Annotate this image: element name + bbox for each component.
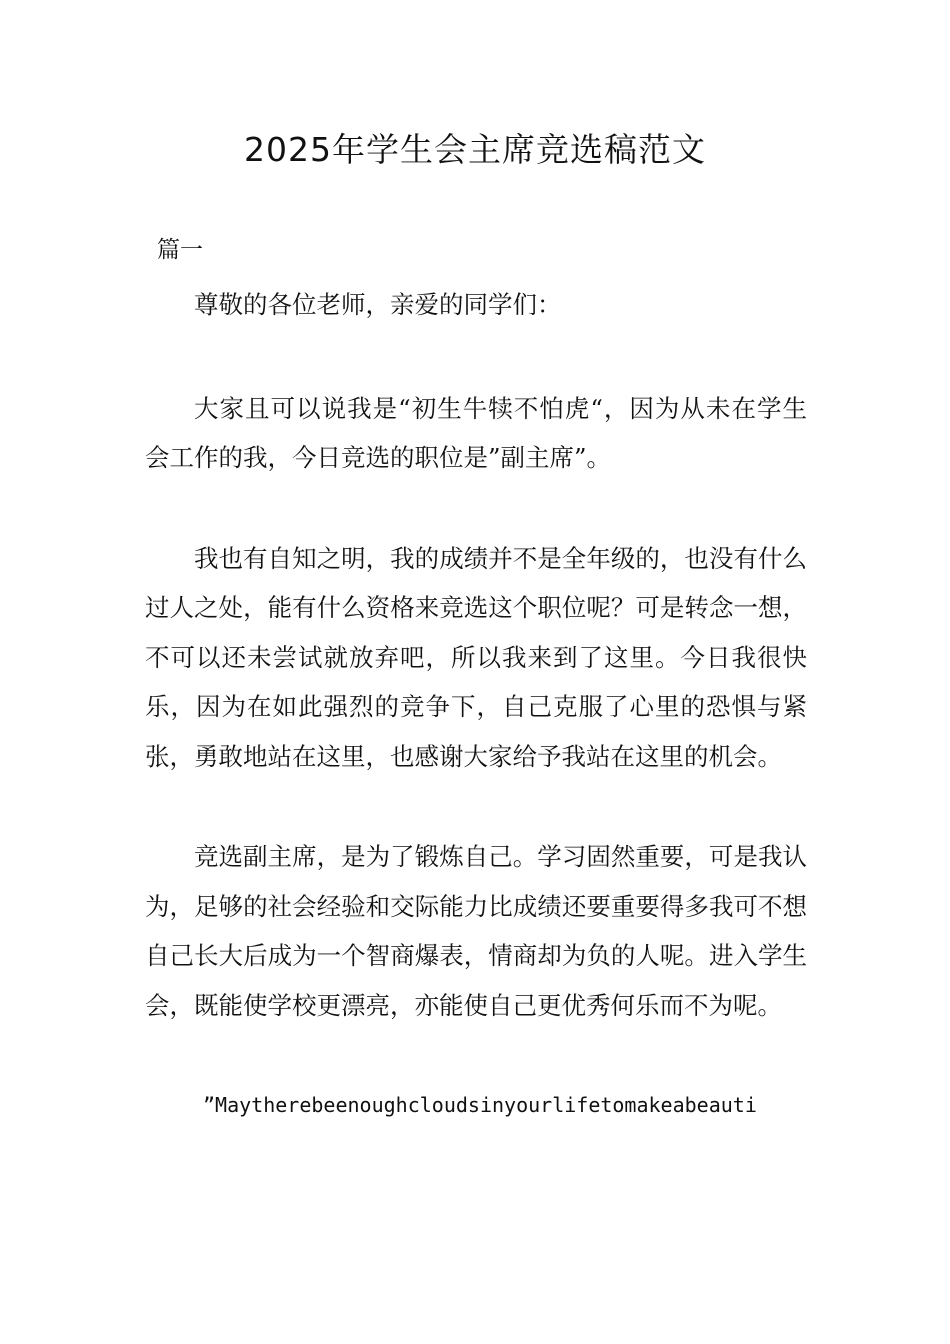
paragraph-self-assessment: 我也有自知之明，我的成绩并不是全年级的，也没有什么过人之处，能有什么资格来竞选这个职位呢？可是转念一想，不可以还未尝试就放弃吧，所以我来到了这里。今日我很快乐，因为在如此强烈的竞争下，自己克服了心里的恐惧与紧张，勇敢地站在这里，也感谢大家给予我站在这里的机会。: [145, 543, 807, 771]
paragraph-quote: ”Maytherebeenoughcloudsinyourlifetomakeabeauti: [203, 1093, 757, 1117]
paragraph-greeting: 尊敬的各位老师，亲爱的同学们：: [194, 290, 562, 319]
section-label: 篇一: [157, 237, 203, 263]
document-body: [145, 280, 807, 1182]
document-title: 2025年学生会主席竞选稿范文: [244, 130, 706, 169]
paragraph-motivation: 竞选副主席，是为了锻炼自己。学习固然重要，可是我认为，足够的社会经验和交际能力比成绩还要重要得多我可不想自己长大后成为一个智商爆表，情商却为负的人呢。进入学生会，既能使学校更漂亮，亦能使自己更优秀何乐而不为呢。: [145, 842, 807, 1020]
paragraph-introduction: 大家且可以说我是“初生牛犊不怕虎“，因为从未在学生会工作的我，今日竞选的职位是”副主席”。: [145, 393, 807, 472]
